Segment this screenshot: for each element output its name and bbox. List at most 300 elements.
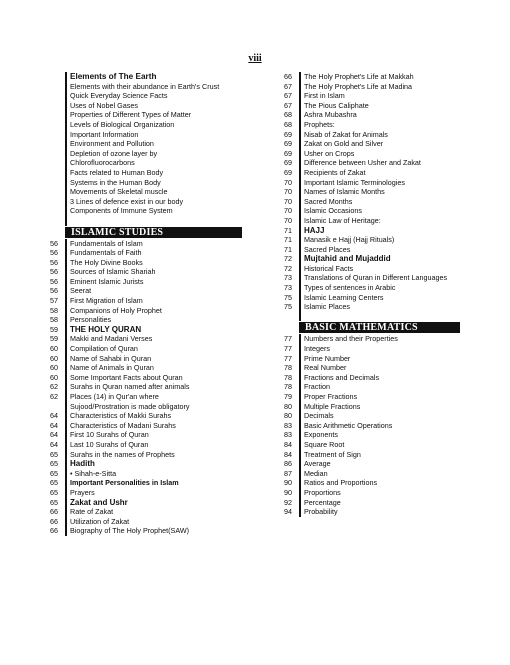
page-ref: 64 <box>50 420 58 430</box>
toc-entry-title: Uses of Nobel Gases <box>70 100 138 110</box>
toc-entry[interactable] <box>50 507 242 517</box>
divider <box>65 91 67 101</box>
toc-entry-title: Probability <box>304 507 338 517</box>
divider <box>65 248 67 258</box>
toc-entry-title: Sacred Places <box>304 244 351 254</box>
toc-entry[interactable] <box>50 459 242 469</box>
toc-entry-title: Important Islamic Terminologies <box>304 177 405 187</box>
divider <box>65 517 67 527</box>
toc-entry[interactable] <box>50 206 242 216</box>
page-ref: 80 <box>284 401 292 411</box>
toc-entry-title: Islamic Places <box>304 302 350 312</box>
page-ref: 65 <box>50 478 58 488</box>
toc-entry[interactable] <box>50 354 242 364</box>
page-ref: 75 <box>284 302 292 312</box>
divider <box>299 206 301 216</box>
page-ref: 86 <box>284 459 292 469</box>
page-ref <box>50 120 65 130</box>
divider <box>299 507 301 517</box>
page-ref: 65 <box>50 497 58 507</box>
divider <box>65 478 67 488</box>
divider <box>65 507 67 517</box>
toc-entry-title: First Migration of Islam <box>70 296 143 306</box>
divider <box>65 306 67 316</box>
toc-entry[interactable] <box>50 517 242 527</box>
toc-entry-title: Components of Immune System <box>70 206 173 216</box>
toc-entry-title: Levels of Biological Organization <box>70 119 175 129</box>
toc-entry-title: Rate of Zakat <box>70 507 114 517</box>
toc-entry[interactable] <box>284 235 460 245</box>
toc-entry-title: Translations of Quran in Different Languages <box>304 273 448 283</box>
toc-entry[interactable] <box>284 293 460 303</box>
page-ref <box>50 227 65 238</box>
toc-entry[interactable] <box>50 440 242 450</box>
toc-entry[interactable] <box>50 392 242 402</box>
toc-entry[interactable] <box>50 286 242 296</box>
toc-entry[interactable] <box>284 283 460 293</box>
page-ref: 71 <box>284 235 292 245</box>
page-ref: 75 <box>284 292 292 302</box>
page-ref: 66 <box>50 507 58 517</box>
toc-entry[interactable] <box>50 488 242 498</box>
toc-entry[interactable] <box>50 382 242 392</box>
toc-entry[interactable] <box>284 302 460 312</box>
toc-entry[interactable] <box>50 450 242 460</box>
toc-entry-title: Usher on Crops <box>304 148 355 158</box>
toc-entry-title: Percentage <box>304 497 341 507</box>
toc-entry-title: Recipients of Zakat <box>304 167 366 177</box>
toc-entry-title: Environment and Pollution <box>70 139 154 149</box>
page-ref: 68 <box>284 119 292 129</box>
divider <box>65 206 67 216</box>
page-ref: 64 <box>50 439 58 449</box>
toc-entry-title: Sources of Islamic Shariah <box>70 267 156 277</box>
toc-entry[interactable] <box>50 248 242 258</box>
page-ref: 58 <box>50 315 58 325</box>
toc-entry[interactable] <box>284 158 460 168</box>
toc-entry-title: Some Important Facts about Quran <box>70 372 183 382</box>
toc-entry[interactable] <box>284 430 460 440</box>
page-ref: 70 <box>284 215 292 225</box>
page-ref: 66 <box>284 72 292 81</box>
toc-entry[interactable] <box>50 187 242 197</box>
divider <box>299 91 301 101</box>
toc-entry[interactable] <box>50 363 242 373</box>
toc-entry[interactable] <box>284 197 460 207</box>
divider <box>299 197 301 207</box>
divider <box>299 82 301 92</box>
toc-entry[interactable] <box>284 82 460 92</box>
divider <box>299 312 301 322</box>
toc-entry-title: HAJJ <box>304 225 325 235</box>
toc-entry[interactable] <box>50 402 242 412</box>
toc-entry[interactable] <box>284 130 460 140</box>
toc-entry[interactable] <box>284 273 460 283</box>
toc-entry[interactable] <box>284 354 460 364</box>
divider <box>65 296 67 306</box>
page-ref: 56 <box>50 267 58 277</box>
divider <box>65 258 67 268</box>
page-ref <box>50 72 65 82</box>
toc-entry-title: The Holy Prophet's Life at Madina <box>304 81 413 91</box>
toc-entry[interactable] <box>284 226 460 236</box>
toc-entry[interactable] <box>284 245 460 255</box>
divider <box>65 239 67 249</box>
toc-entry-title: Mujtahid and Mujaddid <box>304 254 391 264</box>
toc-entry[interactable] <box>50 315 242 325</box>
page-ref: 56 <box>50 248 58 258</box>
page-ref: 72 <box>284 263 292 273</box>
page-ref: 67 <box>284 81 292 91</box>
toc-entry[interactable] <box>50 306 242 316</box>
toc-entry-title: Hadith <box>70 459 95 469</box>
page-ref <box>50 158 65 168</box>
toc-entry-title: Elements with their abundance in Earth's Crust <box>70 81 220 91</box>
page-number: viii <box>248 53 262 64</box>
toc-entry[interactable] <box>50 110 242 120</box>
toc-entry-title: Systems in the Human Body <box>70 177 161 187</box>
page-ref: 71 <box>284 225 292 235</box>
divider <box>299 354 301 364</box>
toc-entry[interactable] <box>50 130 242 140</box>
toc-entry[interactable] <box>50 82 242 92</box>
page-ref <box>284 322 299 333</box>
toc-entry-title: Personalities <box>70 315 112 325</box>
page-ref <box>284 312 299 322</box>
toc-entry[interactable] <box>50 91 242 101</box>
divider <box>65 277 67 287</box>
toc-entry[interactable] <box>284 402 460 412</box>
page-ref: 69 <box>284 148 292 158</box>
page-ref: 83 <box>284 430 292 440</box>
page-ref <box>50 130 65 140</box>
page-ref: 57 <box>50 296 58 306</box>
toc-entry-title: Seerat <box>70 286 92 296</box>
divider <box>299 430 301 440</box>
toc-entry-title: Fundamentals of Islam <box>70 238 143 248</box>
page-ref: 62 <box>50 382 58 392</box>
toc-entry-title: Compilation of Quran <box>70 344 138 354</box>
page-ref: 67 <box>284 91 292 101</box>
toc-entry[interactable] <box>284 344 460 354</box>
page-ref: 70 <box>284 196 292 206</box>
toc-entry[interactable] <box>284 498 460 508</box>
toc-entry[interactable] <box>50 469 242 479</box>
toc-entry[interactable] <box>284 149 460 159</box>
page-ref: 59 <box>50 324 58 334</box>
toc-entry[interactable] <box>284 392 460 402</box>
divider <box>65 168 67 178</box>
toc-entry[interactable] <box>50 421 242 431</box>
divider <box>299 130 301 140</box>
toc-entry-title: Numbers and their Properties <box>304 334 398 344</box>
toc-entry-title: THE HOLY QURAN <box>70 324 142 334</box>
divider <box>299 264 301 274</box>
toc-entry-title: Sacred Months <box>304 196 353 206</box>
toc-entry[interactable] <box>284 440 460 450</box>
toc-entry[interactable] <box>284 120 460 130</box>
toc-entry-title: Decimals <box>304 411 334 421</box>
toc-entry[interactable] <box>284 206 460 216</box>
toc-entry[interactable] <box>284 421 460 431</box>
toc-entry[interactable] <box>284 459 460 469</box>
toc-entry[interactable] <box>284 363 460 373</box>
toc-entry-title: The Holy Divine Books <box>70 257 143 267</box>
divider <box>65 216 67 226</box>
divider <box>299 187 301 197</box>
toc-entry[interactable] <box>50 258 242 268</box>
divider <box>65 459 67 469</box>
toc-entry-title: Islamic Learning Centers <box>304 292 384 302</box>
toc-entry[interactable] <box>284 168 460 178</box>
toc-entry[interactable] <box>50 344 242 354</box>
toc-entry[interactable] <box>284 507 460 517</box>
toc-entry-title: Zakat and Ushr <box>70 497 128 507</box>
toc-entry[interactable] <box>50 277 242 287</box>
page-ref: 78 <box>284 372 292 382</box>
toc-entry-title: Islamic Law of Heritage: <box>304 215 381 225</box>
toc-entry[interactable] <box>284 334 460 344</box>
divider <box>65 149 67 159</box>
toc-entry-title: Sujood/Prostration is made obligatory <box>70 401 190 411</box>
divider <box>65 526 67 536</box>
toc-entry[interactable] <box>50 72 242 82</box>
toc-entry[interactable] <box>50 526 242 536</box>
toc-entry-title: Zakat on Gold and Silver <box>304 139 384 149</box>
divider <box>65 315 67 325</box>
page-ref: 70 <box>284 177 292 187</box>
toc-entry[interactable] <box>50 120 242 130</box>
toc-entry[interactable] <box>50 216 242 226</box>
toc-entry-title: Depletion of ozone layer by <box>70 148 158 158</box>
divider <box>299 411 301 421</box>
page-ref: 92 <box>284 497 292 507</box>
toc-entry-title: First 10 Surahs of Quran <box>70 430 149 440</box>
divider <box>299 302 301 312</box>
toc-entry-title: Utilization of Zakat <box>70 516 130 526</box>
toc-entry[interactable] <box>284 187 460 197</box>
toc-entry-title: Prayers <box>70 487 95 497</box>
toc-entry-title: Name of Sahabi in Quran <box>70 353 152 363</box>
toc-entry[interactable] <box>284 382 460 392</box>
toc-entry-title: Biography of The Holy Prophet(SAW) <box>70 526 190 536</box>
divider <box>65 334 67 344</box>
toc-entry-title: Integers <box>304 344 330 354</box>
toc-entry-title: The Holy Prophet's Life at Makkah <box>304 72 414 81</box>
page-ref: 70 <box>284 187 292 197</box>
divider <box>299 402 301 412</box>
toc-entry[interactable] <box>50 411 242 421</box>
toc-entry[interactable] <box>284 110 460 120</box>
page-ref <box>50 178 65 188</box>
toc-entry-title: The Pious Caliphate <box>304 100 369 110</box>
toc-entry[interactable] <box>284 264 460 274</box>
toc-entry[interactable] <box>284 373 460 383</box>
toc-entry[interactable] <box>284 312 460 322</box>
page-ref: 79 <box>284 392 292 401</box>
page-ref: 69 <box>284 139 292 149</box>
toc-entry[interactable] <box>50 334 242 344</box>
toc-entry-title: Proportions <box>304 487 341 497</box>
page-ref: 80 <box>284 411 292 421</box>
page-ref: 78 <box>284 382 292 392</box>
page-ref: 84 <box>284 449 292 459</box>
page-ref <box>50 206 65 216</box>
page-ref: 69 <box>284 158 292 168</box>
page-ref: 73 <box>284 273 292 283</box>
divider <box>65 187 67 197</box>
divider <box>299 334 301 344</box>
toc-entry[interactable] <box>50 498 242 508</box>
page-ref: 70 <box>284 206 292 216</box>
toc-entry-title: Types of sentences in Arabic <box>304 283 396 293</box>
page-ref: 59 <box>50 334 58 344</box>
divider <box>65 440 67 450</box>
page-ref: 66 <box>50 526 58 536</box>
divider <box>299 392 301 402</box>
page-ref <box>50 216 65 226</box>
divider <box>65 267 67 277</box>
divider <box>65 110 67 120</box>
toc-entry[interactable] <box>284 91 460 101</box>
toc-entry[interactable] <box>50 478 242 488</box>
page-ref: 72 <box>284 254 292 264</box>
toc-entry-title: Name of Animals in Quran <box>70 363 154 373</box>
page-ref: 71 <box>284 244 292 254</box>
divider <box>65 354 67 364</box>
toc-entry-title: Manasik e Hajj (Hajj Rituals) <box>304 235 395 245</box>
toc-entry[interactable] <box>284 411 460 421</box>
page-ref <box>50 168 65 178</box>
divider <box>299 110 301 120</box>
toc-entry[interactable] <box>50 430 242 440</box>
page-ref: 84 <box>284 439 292 449</box>
divider <box>299 101 301 111</box>
divider <box>299 168 301 178</box>
toc-entry-title: • Sihah-e-Sitta <box>70 468 117 478</box>
toc-entry-title: Nisab of Zakat for Animals <box>304 129 388 139</box>
divider <box>65 373 67 383</box>
toc-entry-title: Multiple Fractions <box>304 401 361 411</box>
divider <box>65 325 67 335</box>
divider <box>299 344 301 354</box>
divider <box>299 120 301 130</box>
divider <box>65 363 67 373</box>
page-ref: 67 <box>284 100 292 110</box>
page-ref: 73 <box>284 283 292 293</box>
toc-entry[interactable] <box>50 373 242 383</box>
page-ref <box>50 139 65 149</box>
toc-entry[interactable] <box>284 450 460 460</box>
toc-entry-title: Eminent Islamic Jurists <box>70 276 144 286</box>
page-ref: 69 <box>284 167 292 177</box>
toc-entry[interactable] <box>284 139 460 149</box>
divider <box>299 273 301 283</box>
divider <box>65 498 67 508</box>
toc-entry[interactable] <box>284 101 460 111</box>
toc-entry[interactable] <box>284 72 460 82</box>
divider <box>299 226 301 236</box>
divider <box>299 283 301 293</box>
toc-entry-title: Treatment of Sign <box>304 449 361 459</box>
toc-entry[interactable] <box>50 325 242 335</box>
page-ref: 77 <box>284 344 292 354</box>
divider <box>299 178 301 188</box>
toc-entry-title: Fundamentals of Faith <box>70 248 142 258</box>
toc-entry-title: Real Number <box>304 363 347 373</box>
divider <box>65 130 67 140</box>
toc-entry-title: Characteristics of Makki Surahs <box>70 411 172 421</box>
toc-entry-title: Places (14) in Qur'an where <box>70 392 159 401</box>
divider <box>65 286 67 296</box>
divider <box>65 488 67 498</box>
divider <box>65 139 67 149</box>
toc-entry[interactable] <box>50 197 242 207</box>
toc-entry[interactable] <box>50 149 242 159</box>
toc-entry[interactable] <box>284 178 460 188</box>
toc-entry-title: Important Information <box>70 129 139 139</box>
page-ref: 60 <box>50 363 58 373</box>
toc-entry[interactable] <box>50 239 242 249</box>
toc-entry[interactable] <box>50 139 242 149</box>
toc-entry[interactable] <box>50 158 242 168</box>
section-banner <box>284 322 460 333</box>
toc-entry-title: Basic Arithmetic Operations <box>304 420 393 430</box>
divider <box>299 478 301 488</box>
toc-entry[interactable] <box>50 101 242 111</box>
toc-entry[interactable] <box>50 178 242 188</box>
toc-entry-title: Prime Number <box>304 353 351 363</box>
divider <box>65 430 67 440</box>
toc-entry[interactable] <box>284 469 460 479</box>
toc-entry[interactable] <box>50 267 242 277</box>
divider <box>299 382 301 392</box>
divider <box>299 235 301 245</box>
toc-entry-title: Last 10 Surahs of Quran <box>70 439 149 449</box>
toc-left-column <box>50 72 242 536</box>
page-ref: 64 <box>50 430 58 440</box>
toc-entry[interactable] <box>284 254 460 264</box>
divider <box>65 197 67 207</box>
divider <box>299 254 301 264</box>
toc-entry[interactable] <box>284 488 460 498</box>
toc-entry-title: Makki and Madani Verses <box>70 334 153 344</box>
divider <box>65 411 67 421</box>
toc-entry[interactable] <box>284 216 460 226</box>
divider <box>65 82 67 92</box>
divider <box>65 392 67 402</box>
toc-entry-title: Elements of The Earth <box>70 72 157 81</box>
toc-entry-title: Important Personalities in Islam <box>70 478 179 488</box>
divider <box>299 139 301 149</box>
divider <box>299 72 301 82</box>
toc-entry-title: Ratios and Proportions <box>304 478 378 488</box>
page-ref: 56 <box>50 276 58 286</box>
toc-entry[interactable] <box>50 168 242 178</box>
divider <box>299 158 301 168</box>
divider <box>299 459 301 469</box>
toc-entry[interactable] <box>284 478 460 488</box>
page-ref: 60 <box>50 372 58 382</box>
toc-entry-title: 3 Lines of defence exist in our body <box>70 196 184 206</box>
divider <box>299 373 301 383</box>
page-ref: 65 <box>50 468 58 478</box>
page-ref <box>50 197 65 207</box>
toc-entry-title: Facts related to Human Body <box>70 167 164 177</box>
toc-entry[interactable] <box>50 296 242 306</box>
page-ref: 68 <box>284 110 292 120</box>
divider <box>299 498 301 508</box>
